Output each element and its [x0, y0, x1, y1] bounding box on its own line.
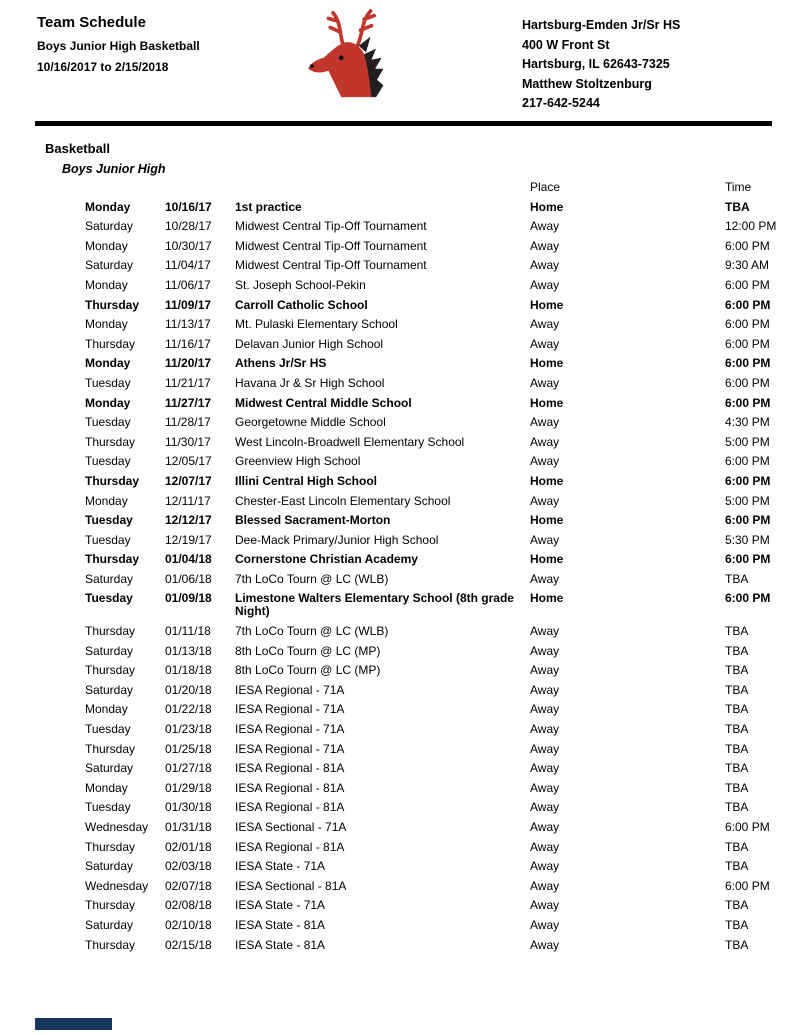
cell-event: 7th LoCo Tourn @ LC (WLB): [235, 571, 389, 586]
cell-place: Home: [530, 199, 564, 214]
cell-time: 6:00 PM: [725, 878, 770, 893]
cell-place: Away: [530, 454, 560, 469]
cell-time: TBA: [725, 937, 749, 952]
schedule-row: [85, 240, 790, 253]
cell-event: Illini Central High School: [235, 473, 378, 488]
cell-time: TBA: [725, 571, 749, 586]
cell-place: Away: [530, 532, 560, 547]
cell-place: Away: [530, 820, 560, 834]
cell-day: Saturday: [85, 682, 134, 697]
cell-place: Home: [530, 356, 564, 371]
cell-date: 01/29/18: [165, 780, 212, 795]
cell-day: Thursday: [85, 552, 140, 567]
cell-place: Home: [530, 297, 564, 312]
cell-date: 12/11/17: [165, 493, 211, 508]
cell-date: 11/04/17: [165, 258, 211, 273]
cell-date: 12/07/17: [165, 473, 212, 488]
cell-event: IESA Regional - 71A: [235, 682, 345, 697]
cell-day: Thursday: [85, 741, 136, 756]
cell-time: 6:00 PM: [725, 395, 771, 410]
sport-heading: Basketball: [45, 141, 111, 156]
cell-place: Away: [530, 702, 560, 717]
date-range: 10/16/2017 to 2/15/2018: [37, 60, 169, 74]
cell-date: 10/16/17: [165, 199, 212, 214]
time-header: Time: [725, 180, 752, 194]
cell-date: 12/12/17: [165, 513, 212, 528]
cell-date: 11/21/17: [165, 375, 211, 390]
cell-date: 02/07/18: [165, 878, 212, 893]
cell-time: TBA: [725, 682, 749, 697]
school-street: 400 W Front St: [522, 37, 610, 52]
cell-place: Away: [530, 415, 560, 430]
cell-date: 02/15/18: [165, 937, 212, 952]
cell-place: Away: [530, 375, 560, 390]
cell-time: TBA: [725, 800, 749, 815]
cell-day: Tuesday: [85, 722, 131, 737]
cell-day: Thursday: [85, 336, 136, 351]
cell-day: Monday: [85, 277, 128, 292]
cell-day: Thursday: [85, 434, 136, 449]
schedule-row: [85, 553, 790, 566]
cell-event: IESA State - 81A: [235, 917, 326, 932]
cell-day: Tuesday: [85, 454, 131, 469]
cell-event: Delavan Junior High School: [235, 336, 384, 351]
cell-day: Thursday: [85, 839, 136, 854]
schedule-row: [85, 860, 790, 873]
cell-time: TBA: [725, 624, 749, 639]
schedule-row: [85, 841, 790, 854]
school-city: Hartsburg, IL 62643-7325: [522, 57, 670, 71]
cell-time: 6:00 PM: [725, 820, 770, 834]
cell-time: TBA: [725, 741, 749, 756]
contact-phone: 217-642-5244: [522, 96, 600, 110]
cell-date: 01/23/18: [165, 722, 212, 737]
cell-day: Monday: [85, 780, 128, 795]
cell-event: Midwest Central Tip-Off Tournament: [235, 219, 427, 234]
cell-date: 10/28/17: [165, 219, 212, 234]
cell-time: TBA: [725, 663, 749, 678]
cell-time: 5:30 PM: [725, 532, 770, 547]
cell-event: Midwest Central Middle School: [235, 395, 412, 410]
cell-event: 7th LoCo Tourn @ LC (WLB): [235, 624, 389, 639]
cell-place: Away: [530, 258, 560, 273]
cell-event: West Lincoln-Broadwell Elementary School: [235, 434, 465, 449]
cell-time: TBA: [725, 199, 750, 214]
cell-date: 11/09/17: [165, 297, 212, 312]
schedule-row: [85, 821, 790, 834]
footer-bar: [35, 1018, 112, 1030]
cell-event: Georgetowne Middle School: [235, 415, 386, 430]
cell-time: 4:30 PM: [725, 415, 770, 430]
cell-day: Saturday: [85, 859, 134, 874]
cell-event: 8th LoCo Tourn @ LC (MP): [235, 643, 381, 658]
cell-date: 02/08/18: [165, 898, 212, 913]
cell-place: Away: [530, 277, 560, 292]
cell-event: IESA Sectional - 71A: [235, 820, 347, 834]
cell-day: Saturday: [85, 643, 134, 658]
cell-day: Monday: [85, 493, 128, 508]
cell-place: Away: [530, 493, 560, 508]
cell-date: 02/10/18: [165, 917, 212, 932]
cell-day: Monday: [85, 238, 128, 253]
cell-place: Away: [530, 624, 560, 639]
cell-date: 01/31/18: [165, 820, 212, 834]
cell-event: Midwest Central Tip-Off Tournament: [235, 258, 427, 273]
cell-event: IESA Sectional - 81A: [235, 878, 347, 893]
cell-day: Saturday: [85, 761, 134, 776]
cell-date: 01/06/18: [165, 571, 212, 586]
cell-event: St. Joseph School-Pekin: [235, 277, 366, 292]
cell-day: Saturday: [85, 917, 134, 932]
cell-day: Saturday: [85, 258, 134, 273]
cell-day: Tuesday: [85, 415, 131, 430]
cell-time: TBA: [725, 780, 749, 795]
team-heading: Boys Junior High: [62, 162, 166, 176]
schedule-row: [85, 416, 790, 429]
cell-date: 11/20/17: [165, 356, 212, 371]
cell-time: 6:00 PM: [725, 591, 771, 606]
cell-event: IESA Regional - 81A: [235, 800, 345, 815]
cell-place: Away: [530, 898, 560, 913]
cell-place: Home: [530, 513, 564, 528]
cell-date: 12/05/17: [165, 454, 212, 469]
schedule-row: [85, 514, 790, 527]
cell-time: 5:00 PM: [725, 434, 770, 449]
cell-time: TBA: [725, 722, 749, 737]
cell-day: Monday: [85, 395, 131, 410]
schedule-row: [85, 318, 790, 331]
cell-time: 5:00 PM: [725, 493, 770, 508]
cell-date: 01/18/18: [165, 663, 212, 678]
cell-place: Away: [530, 800, 560, 815]
schedule-row: [85, 534, 790, 547]
cell-day: Thursday: [85, 937, 136, 952]
page-title: Team Schedule: [37, 14, 146, 31]
schedule-row: [85, 475, 790, 488]
cell-day: Monday: [85, 356, 131, 371]
cell-day: Thursday: [85, 473, 140, 488]
cell-day: Thursday: [85, 624, 136, 639]
cell-place: Away: [530, 761, 560, 776]
cell-time: TBA: [725, 761, 749, 776]
cell-day: Monday: [85, 702, 128, 717]
contact-name: Matthew Stoltzenburg: [522, 76, 652, 91]
cell-event: IESA State - 71A: [235, 898, 326, 913]
school-info-block: [522, 16, 680, 114]
schedule-row: [85, 377, 790, 390]
schedule-row: [85, 880, 790, 893]
cell-day: Wednesday: [85, 820, 149, 834]
cell-day: Monday: [85, 317, 128, 332]
cell-place: Away: [530, 219, 560, 234]
cell-date: 11/16/17: [165, 336, 211, 351]
cell-day: Thursday: [85, 297, 140, 312]
cell-place: Away: [530, 741, 560, 756]
cell-place: Away: [530, 317, 560, 332]
cell-place: Home: [530, 473, 564, 488]
schedule-table: [85, 181, 790, 958]
schedule-row: [85, 684, 790, 697]
cell-time: 6:00 PM: [725, 375, 770, 390]
schedule-row: [85, 357, 790, 370]
schedule-row: [85, 455, 790, 468]
cell-date: 11/30/17: [165, 434, 211, 449]
cell-time: 6:00 PM: [725, 513, 771, 528]
cell-time: 6:00 PM: [725, 473, 771, 488]
cell-date: 01/04/18: [165, 552, 212, 567]
school-name: Hartsburg-Emden Jr/Sr HS: [522, 18, 681, 32]
cell-day: Saturday: [85, 571, 134, 586]
schedule-row: [85, 782, 790, 795]
cell-day: Wednesday: [85, 878, 149, 893]
cell-date: 02/03/18: [165, 859, 212, 874]
cell-time: 6:00 PM: [725, 297, 771, 312]
schedule-rows: [85, 201, 790, 952]
team-subtitle: Boys Junior High Basketball: [37, 39, 200, 53]
cell-event: Blessed Sacrament-Morton: [235, 513, 391, 528]
cell-time: 6:00 PM: [725, 356, 771, 371]
cell-date: 10/30/17: [165, 238, 212, 253]
cell-date: 11/27/17: [165, 395, 212, 410]
cell-time: 6:00 PM: [725, 238, 770, 253]
cell-day: Monday: [85, 199, 131, 214]
cell-event: IESA State - 81A: [235, 937, 326, 952]
cell-event: IESA Regional - 81A: [235, 839, 345, 854]
cell-date: 01/11/18: [165, 624, 211, 639]
cell-day: Thursday: [85, 898, 136, 913]
cell-event: IESA State - 71A: [235, 859, 326, 874]
cell-event: Chester-East Lincoln Elementary School: [235, 493, 451, 508]
cell-event: IESA Regional - 71A: [235, 702, 345, 717]
cell-day: Tuesday: [85, 532, 131, 547]
cell-date: 11/13/17: [165, 317, 211, 332]
cell-event: Cornerstone Christian Academy: [235, 552, 418, 567]
cell-date: 02/01/18: [165, 839, 212, 854]
cell-time: 6:00 PM: [725, 552, 771, 567]
cell-date: 01/25/18: [165, 741, 212, 756]
table-header-row: [85, 181, 790, 194]
cell-time: TBA: [725, 702, 749, 717]
cell-date: 01/09/18: [165, 591, 212, 606]
schedule-row: [85, 573, 790, 586]
schedule-row: [85, 592, 790, 618]
schedule-row: [85, 801, 790, 814]
cell-event: 1st practice: [235, 199, 302, 214]
cell-place: Away: [530, 571, 560, 586]
cell-place: Away: [530, 643, 560, 658]
cell-event: Greenview High School: [235, 454, 361, 469]
cell-date: 11/06/17: [165, 277, 211, 292]
cell-place: Away: [530, 859, 560, 874]
schedule-row: [85, 201, 790, 214]
cell-event: Mt. Pulaski Elementary School: [235, 317, 398, 332]
cell-place: Away: [530, 682, 560, 697]
cell-place: Away: [530, 722, 560, 737]
cell-time: TBA: [725, 898, 749, 913]
cell-time: 6:00 PM: [725, 454, 770, 469]
cell-place: Away: [530, 878, 560, 893]
schedule-row: [85, 703, 790, 716]
cell-place: Away: [530, 839, 560, 854]
cell-date: 01/22/18: [165, 702, 212, 717]
cell-time: 12:00 PM: [725, 219, 777, 234]
cell-place: Away: [530, 780, 560, 795]
cell-event: Limestone Walters Elementary School (8th grade Night): [235, 591, 514, 619]
cell-date: 11/28/17: [165, 415, 211, 430]
cell-time: TBA: [725, 839, 749, 854]
cell-event: Athens Jr/Sr HS: [235, 356, 327, 371]
schedule-row: [85, 259, 790, 272]
title-block: [37, 14, 200, 74]
schedule-row: [85, 495, 790, 508]
schedule-row: [85, 645, 790, 658]
schedule-row: [85, 664, 790, 677]
cell-place: Home: [530, 395, 564, 410]
schedule-row: [85, 899, 790, 912]
cell-time: 6:00 PM: [725, 317, 770, 332]
cell-event: IESA Regional - 71A: [235, 741, 345, 756]
cell-event: IESA Regional - 81A: [235, 780, 345, 795]
stag-mascot-logo-icon: [300, 4, 410, 106]
schedule-row: [85, 279, 790, 292]
cell-day: Tuesday: [85, 800, 131, 815]
cell-event: 8th LoCo Tourn @ LC (MP): [235, 663, 381, 678]
cell-date: 12/19/17: [165, 532, 212, 547]
schedule-row: [85, 299, 790, 312]
cell-day: Tuesday: [85, 375, 131, 390]
schedule-row: [85, 220, 790, 233]
cell-day: Tuesday: [85, 513, 133, 528]
cell-event: Midwest Central Tip-Off Tournament: [235, 238, 427, 253]
cell-day: Tuesday: [85, 591, 133, 606]
cell-place: Away: [530, 937, 560, 952]
cell-time: TBA: [725, 917, 749, 932]
cell-time: TBA: [725, 643, 749, 658]
cell-event: IESA Regional - 71A: [235, 722, 345, 737]
cell-date: 01/13/18: [165, 643, 212, 658]
cell-event: Dee-Mack Primary/Junior High School: [235, 532, 439, 547]
cell-event: Carroll Catholic School: [235, 297, 368, 312]
schedule-row: [85, 397, 790, 410]
schedule-row: [85, 436, 790, 449]
cell-place: Away: [530, 434, 560, 449]
cell-place: Home: [530, 591, 564, 606]
cell-date: 01/30/18: [165, 800, 212, 815]
cell-time: 6:00 PM: [725, 336, 770, 351]
cell-day: Saturday: [85, 219, 134, 234]
cell-place: Away: [530, 336, 560, 351]
cell-event: IESA Regional - 81A: [235, 761, 345, 776]
schedule-row: [85, 723, 790, 736]
header-divider: [35, 121, 772, 126]
cell-place: Home: [530, 552, 564, 567]
schedule-row: [85, 939, 790, 952]
cell-date: 01/27/18: [165, 761, 212, 776]
place-header: Place: [530, 180, 561, 194]
schedule-row: [85, 743, 790, 756]
schedule-row: [85, 625, 790, 638]
cell-place: Away: [530, 663, 560, 678]
cell-time: 9:30 AM: [725, 258, 770, 273]
schedule-row: [85, 919, 790, 932]
schedule-row: [85, 762, 790, 775]
cell-time: 6:00 PM: [725, 277, 770, 292]
cell-place: Away: [530, 917, 560, 932]
cell-date: 01/20/18: [165, 682, 212, 697]
cell-time: TBA: [725, 859, 749, 874]
cell-place: Away: [530, 238, 560, 253]
cell-event: Havana Jr & Sr High School: [235, 375, 385, 390]
cell-day: Thursday: [85, 663, 136, 678]
schedule-row: [85, 338, 790, 351]
